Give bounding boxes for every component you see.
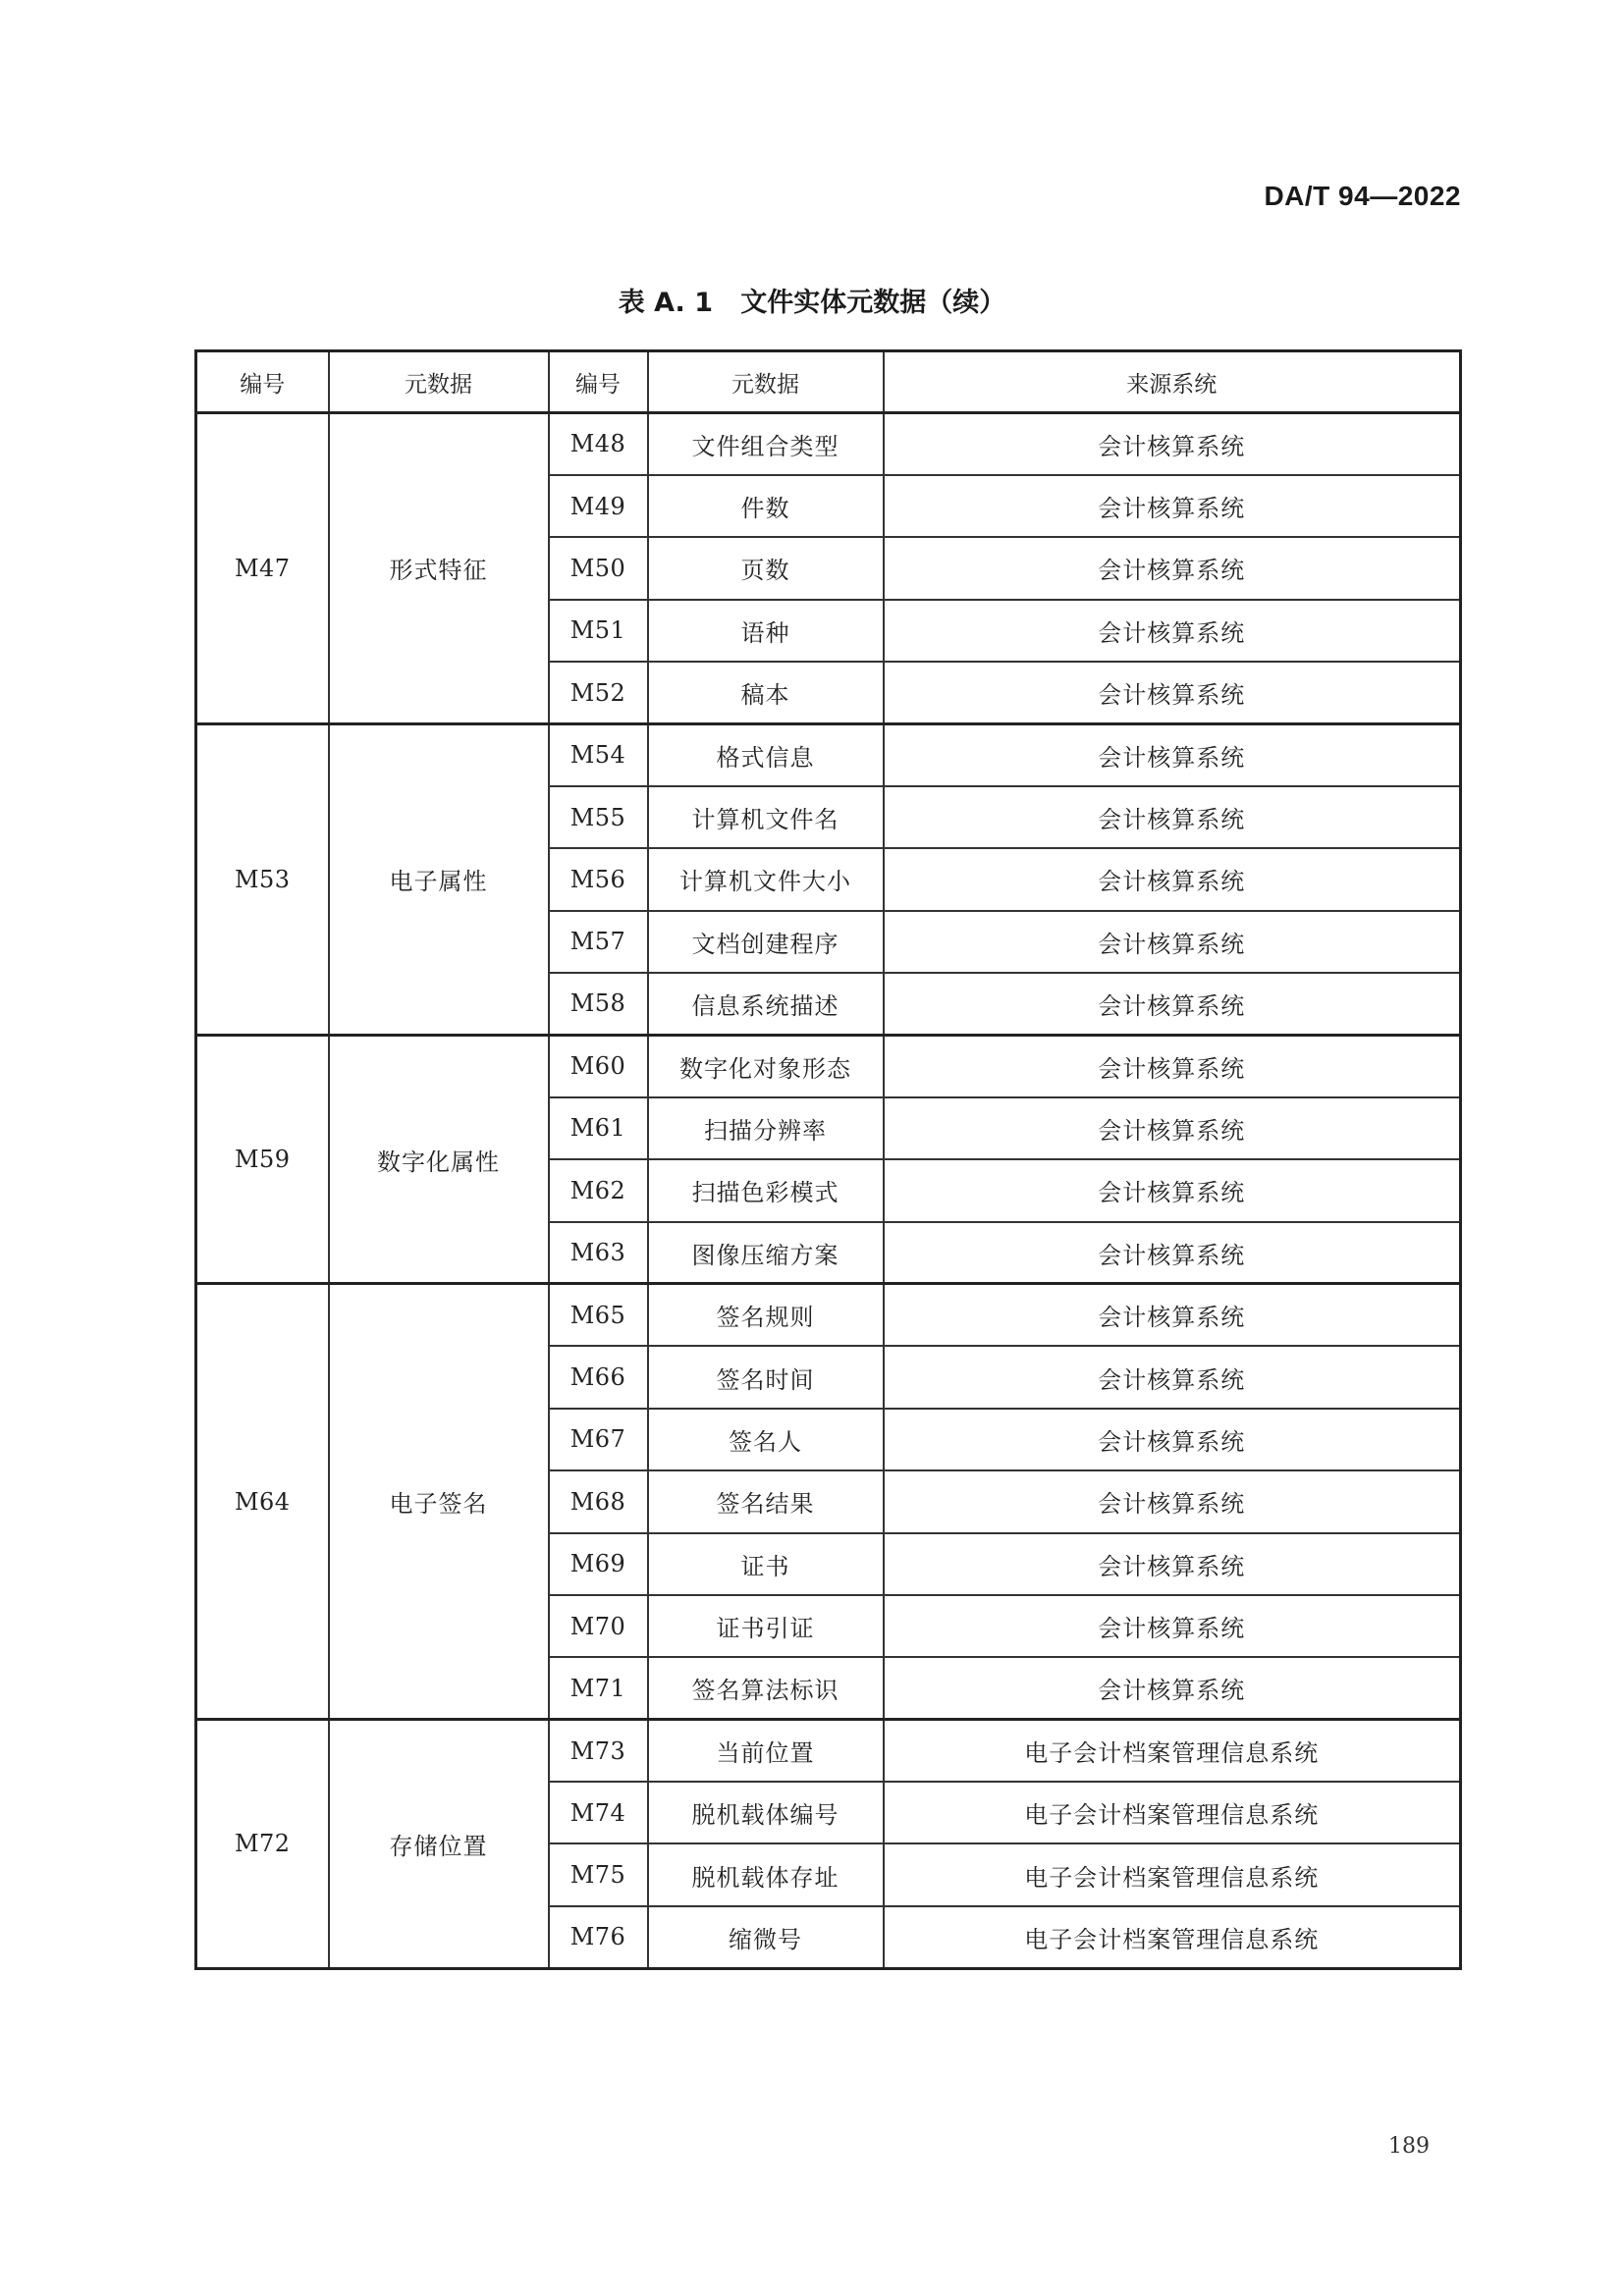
source-system-cell: 会计核算系统	[884, 1533, 1461, 1595]
item-name-cell: 文件组合类型	[648, 413, 884, 475]
source-system-cell: 会计核算系统	[884, 600, 1461, 662]
group-code-cell: M64	[196, 1284, 329, 1720]
item-name-cell: 格式信息	[648, 723, 884, 785]
item-code-cell: M61	[549, 1097, 648, 1159]
group-name-cell: 存储位置	[329, 1720, 549, 1969]
group-name-cell: 数字化属性	[329, 1035, 549, 1284]
item-name-cell: 签名时间	[648, 1346, 884, 1408]
item-name-cell: 签名人	[648, 1409, 884, 1470]
group-name-cell: 电子属性	[329, 723, 549, 1035]
table-row	[196, 723, 1461, 785]
item-code-cell: M66	[549, 1346, 648, 1408]
source-system-cell: 会计核算系统	[884, 1097, 1461, 1159]
item-code-cell: M69	[549, 1533, 648, 1595]
item-code-cell: M51	[549, 600, 648, 662]
group-code-cell: M47	[196, 413, 329, 724]
item-name-cell: 签名算法标识	[648, 1657, 884, 1719]
item-code-cell: M76	[549, 1906, 648, 1968]
item-name-cell: 稿本	[648, 662, 884, 723]
source-system-cell: 会计核算系统	[884, 1470, 1461, 1532]
item-code-cell: M56	[549, 848, 648, 910]
header-source-system: 来源系统	[884, 351, 1461, 413]
source-system-cell: 会计核算系统	[884, 911, 1461, 973]
item-code-cell: M60	[549, 1035, 648, 1096]
source-system-cell: 会计核算系统	[884, 1035, 1461, 1096]
source-system-cell: 会计核算系统	[884, 662, 1461, 723]
item-code-cell: M57	[549, 911, 648, 973]
item-name-cell: 图像压缩方案	[648, 1222, 884, 1284]
group-name-cell: 形式特征	[329, 413, 549, 724]
group-code-cell: M53	[196, 723, 329, 1035]
header-parent-name: 元数据	[329, 351, 549, 413]
source-system-cell: 会计核算系统	[884, 413, 1461, 475]
item-name-cell: 签名结果	[648, 1470, 884, 1532]
item-code-cell: M63	[549, 1222, 648, 1284]
item-name-cell: 缩微号	[648, 1906, 884, 1968]
source-system-cell: 电子会计档案管理信息系统	[884, 1843, 1461, 1905]
item-code-cell: M54	[549, 723, 648, 785]
item-code-cell: M74	[549, 1782, 648, 1843]
source-system-cell: 会计核算系统	[884, 537, 1461, 599]
item-code-cell: M71	[549, 1657, 648, 1719]
table-row	[196, 1284, 1461, 1346]
item-name-cell: 扫描色彩模式	[648, 1159, 884, 1221]
item-name-cell: 计算机文件大小	[648, 848, 884, 910]
source-system-cell: 会计核算系统	[884, 973, 1461, 1035]
source-system-cell: 会计核算系统	[884, 1409, 1461, 1470]
table-body	[196, 413, 1461, 1969]
group-name-cell: 电子签名	[329, 1284, 549, 1720]
item-code-cell: M68	[549, 1470, 648, 1532]
source-system-cell: 会计核算系统	[884, 475, 1461, 537]
item-code-cell: M49	[549, 475, 648, 537]
header-parent-code: 编号	[196, 351, 329, 413]
item-name-cell: 脱机载体编号	[648, 1782, 884, 1843]
item-name-cell: 当前位置	[648, 1720, 884, 1782]
table-title: 表 A. 1 文件实体元数据（续）	[618, 288, 1006, 318]
item-code-cell: M70	[549, 1595, 648, 1657]
item-name-cell: 页数	[648, 537, 884, 599]
item-name-cell: 计算机文件名	[648, 786, 884, 848]
item-code-cell: M58	[549, 973, 648, 1035]
source-system-cell: 电子会计档案管理信息系统	[884, 1906, 1461, 1968]
group-code-cell: M59	[196, 1035, 329, 1284]
group-code-cell: M72	[196, 1720, 329, 1969]
item-name-cell: 证书	[648, 1533, 884, 1595]
source-system-cell: 会计核算系统	[884, 1159, 1461, 1221]
table-row	[196, 413, 1461, 475]
item-code-cell: M55	[549, 786, 648, 848]
source-system-cell: 电子会计档案管理信息系统	[884, 1782, 1461, 1843]
source-system-cell: 会计核算系统	[884, 786, 1461, 848]
header-child-name: 元数据	[648, 351, 884, 413]
source-system-cell: 会计核算系统	[884, 848, 1461, 910]
table-row	[196, 1720, 1461, 1782]
table-row	[196, 1035, 1461, 1096]
item-name-cell: 件数	[648, 475, 884, 537]
source-system-cell: 会计核算系统	[884, 1284, 1461, 1346]
source-system-cell: 会计核算系统	[884, 1657, 1461, 1719]
item-name-cell: 文档创建程序	[648, 911, 884, 973]
standard-code: DA/T 94—2022	[1264, 181, 1461, 211]
item-code-cell: M67	[549, 1409, 648, 1470]
metadata-table	[194, 349, 1462, 1970]
item-code-cell: M75	[549, 1843, 648, 1905]
page-number: 189	[1388, 2134, 1430, 2159]
item-code-cell: M73	[549, 1720, 648, 1782]
source-system-cell: 会计核算系统	[884, 1222, 1461, 1284]
item-code-cell: M65	[549, 1284, 648, 1346]
table-header-row	[196, 351, 1461, 413]
source-system-cell: 会计核算系统	[884, 1595, 1461, 1657]
source-system-cell: 电子会计档案管理信息系统	[884, 1720, 1461, 1782]
source-system-cell: 会计核算系统	[884, 1346, 1461, 1408]
item-name-cell: 信息系统描述	[648, 973, 884, 1035]
item-name-cell: 数字化对象形态	[648, 1035, 884, 1096]
item-name-cell: 证书引证	[648, 1595, 884, 1657]
item-name-cell: 语种	[648, 600, 884, 662]
item-code-cell: M48	[549, 413, 648, 475]
item-code-cell: M62	[549, 1159, 648, 1221]
item-name-cell: 脱机载体存址	[648, 1843, 884, 1905]
source-system-cell: 会计核算系统	[884, 723, 1461, 785]
header-child-code: 编号	[549, 351, 648, 413]
item-name-cell: 签名规则	[648, 1284, 884, 1346]
item-code-cell: M50	[549, 537, 648, 599]
item-name-cell: 扫描分辨率	[648, 1097, 884, 1159]
item-code-cell: M52	[549, 662, 648, 723]
